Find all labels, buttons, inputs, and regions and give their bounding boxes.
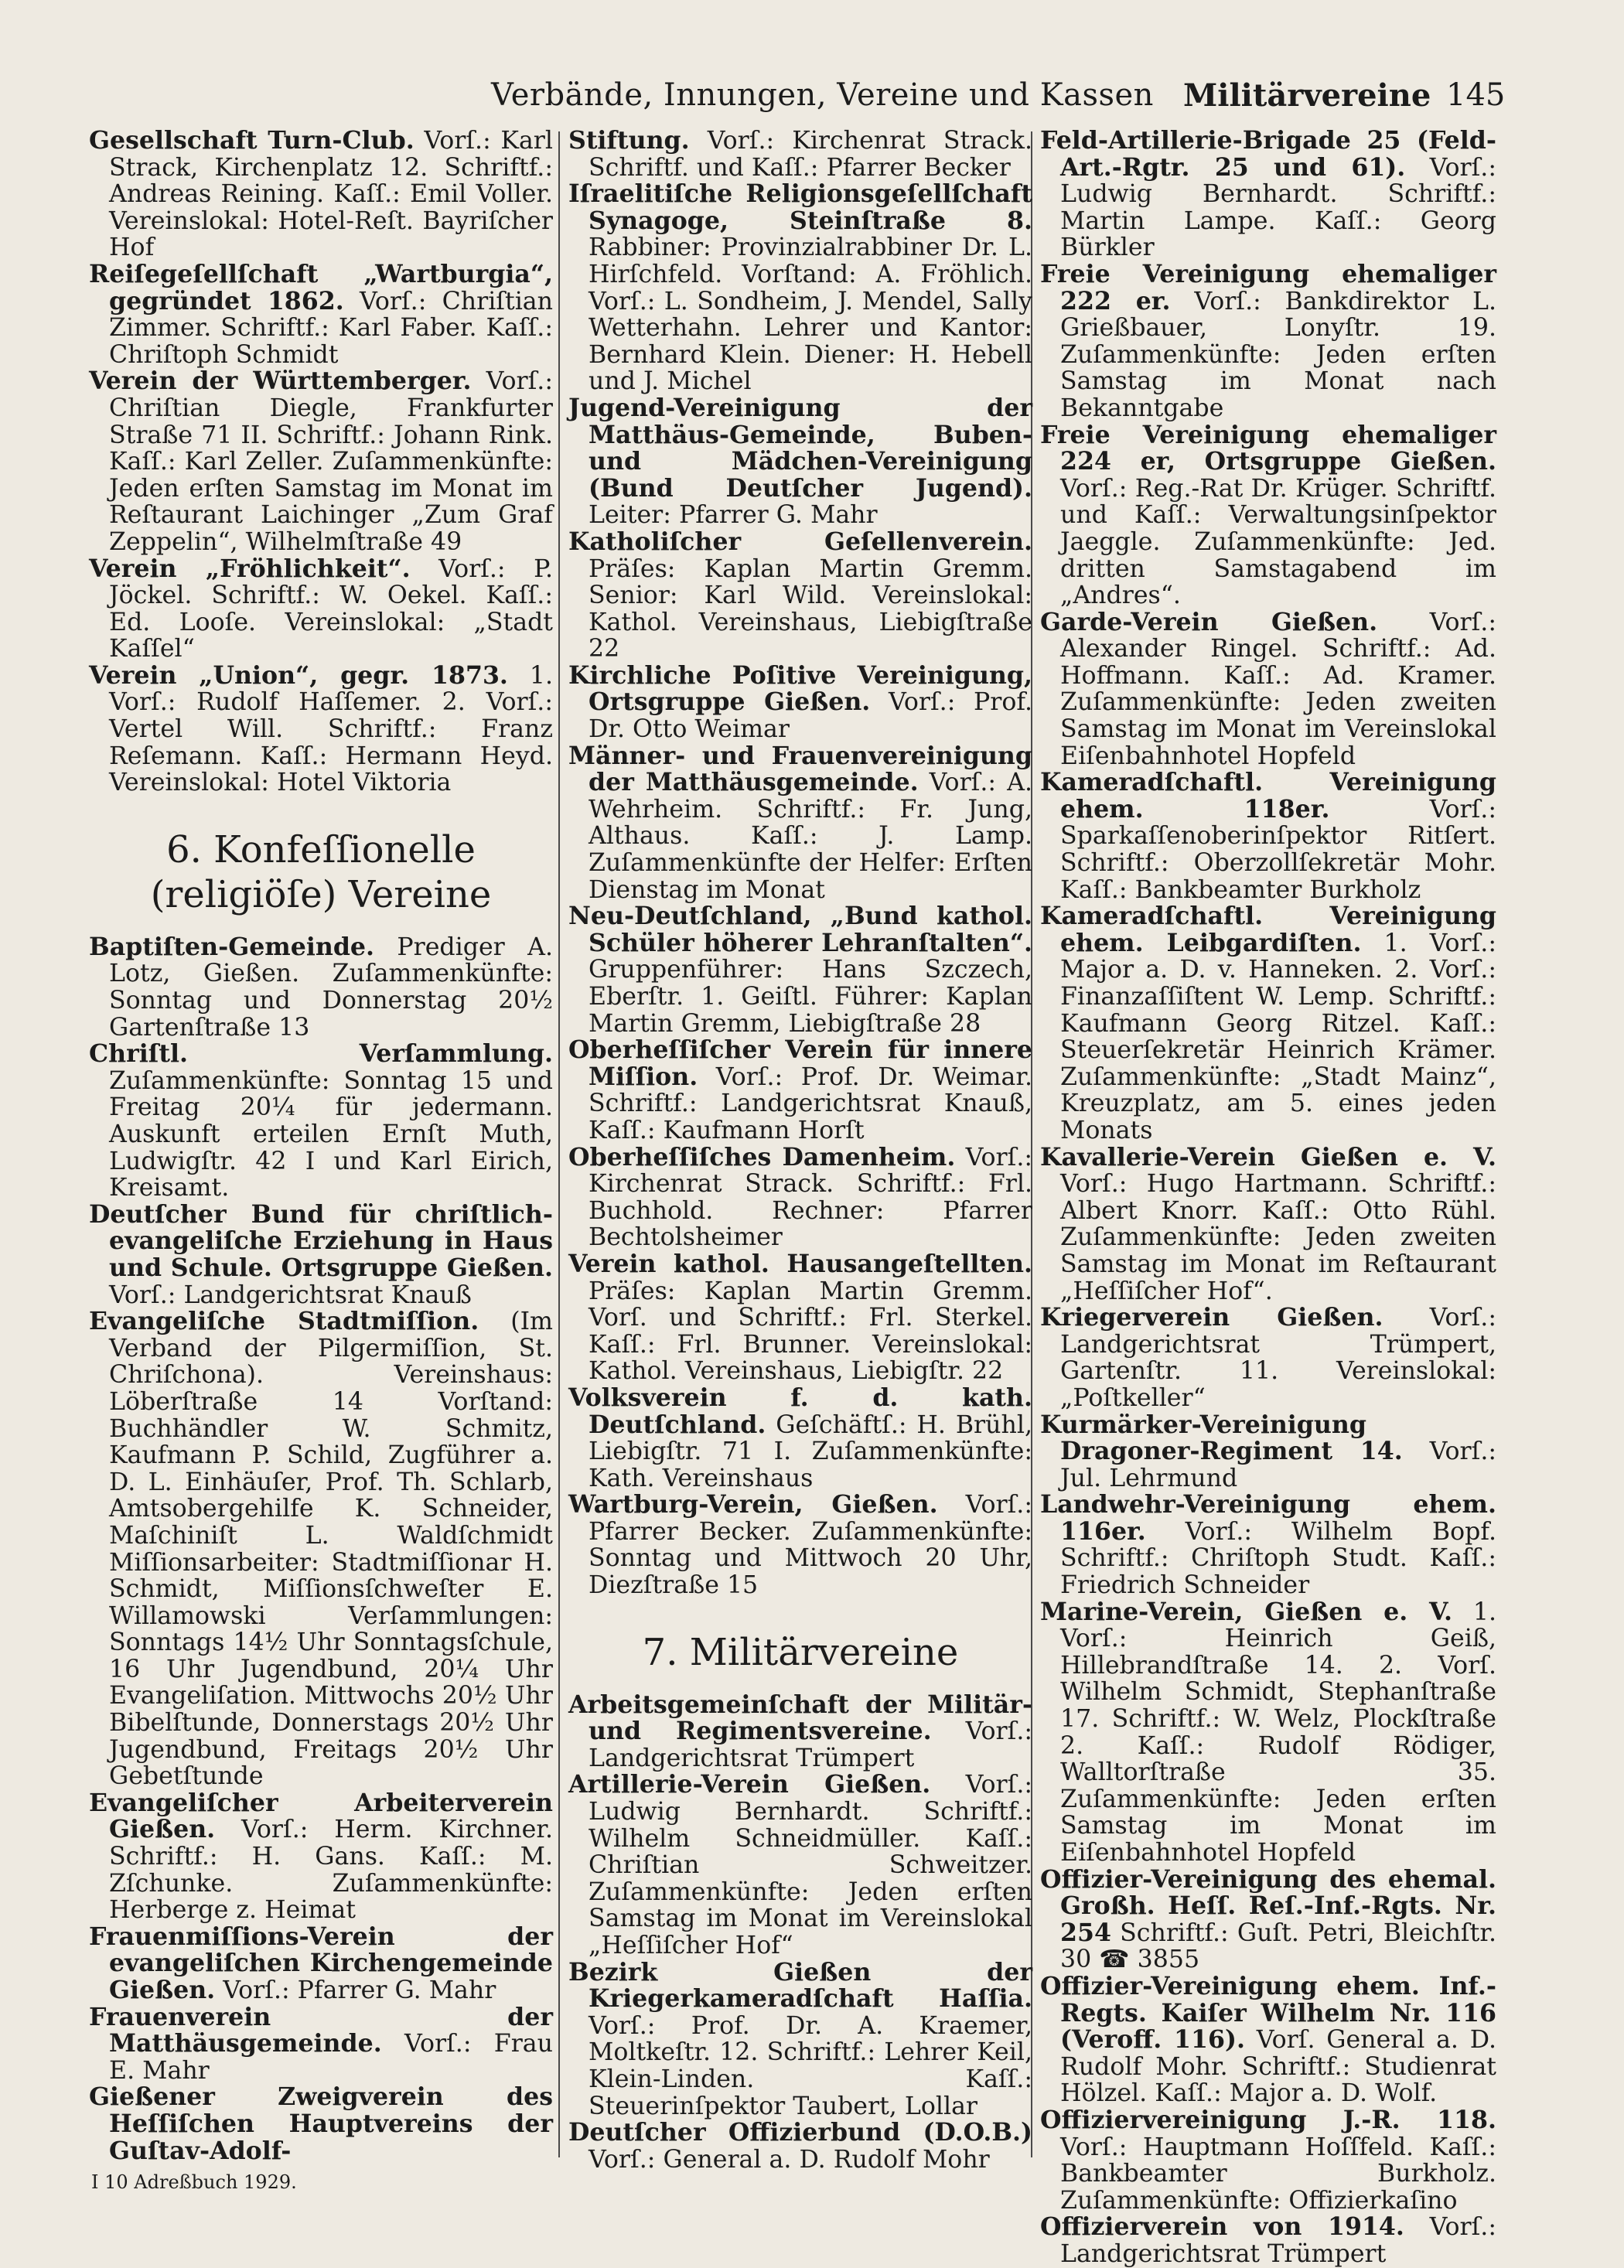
entry-name: Frauenverein der Matthäusgemeinde. bbox=[89, 2002, 553, 2058]
entry-details: Vorſ. General a. D. Rudolf Mohr. Schriftf.: Studienrat Hölzel. Kaſſ.: Major a. D. Wolf. bbox=[1060, 2026, 1496, 2108]
directory-entry bbox=[568, 1492, 1032, 1598]
directory-entry bbox=[1040, 609, 1496, 770]
entry-details: Vorſ.: Ludwig Bernhardt. Schriftf.: Wilhelm Schneidmüller. Kaſſ.: Chriſtian Schweitzer. Zuſammenkünfte: Jeden erſten Samstag im Monat im Vereinslokal „Heſſiſcher Hof“ bbox=[589, 1771, 1033, 1959]
column-right bbox=[1040, 126, 1497, 2268]
entry-details: Leiter: Pfarrer G. Mahr bbox=[589, 501, 878, 530]
entry-details: Schriftf.: Guſt. Petri, Bleichſtr. 30 ☎ 3855 bbox=[1060, 1918, 1496, 1974]
directory-entry bbox=[89, 660, 553, 797]
entry-name: Kirchliche Poſitive Vereinigung, Ortsgruppe Gießen. bbox=[568, 660, 1032, 717]
entry-name: Offizier-Vereinigung ehem. Inf.-Regts. Kaiſer Wilhelm Nr. 116 (Veroff. 116). bbox=[1040, 1971, 1496, 2055]
entry-details: 1. Vorſ.: Major a. D. v. Hanneken. 2. Vorſ.: Finanzaſſiſtent W. Lemp. Schriftf.: Kaufmann Georg Ritzel. Kaſſ.: Steuerſekretär Heinrich Krämer. Zuſammenkünfte: „Stadt Mainz“, Kreuzplatz, am 5. eines jeden Monats bbox=[1060, 929, 1496, 1144]
directory-entry bbox=[89, 934, 553, 1041]
entry-name: Neu-Deutſchland, „Bund kathol. Schüler höherer Lehranſtalten“. bbox=[568, 902, 1032, 957]
entry-name: Evangeliſche Stadtmiſſion. bbox=[89, 1307, 479, 1336]
entry-details: Vorſ.: A. Wehrheim. Schriftf.: Fr. Jung, Althaus. Kaſſ.: J. Lamp. Zuſammenkünfte der Helfer: Erſten Dienstag im Monat bbox=[589, 769, 1032, 904]
entry-details: Vorſ.: Pfarrer G. Mahr bbox=[215, 1976, 496, 2004]
entry-name: Kurmärker-Vereinigung Dragoner-Regiment 14. bbox=[1040, 1410, 1403, 1466]
entry-details: Vorſ.: Pfarrer Becker. Zuſammenkünfte: Sonntag und Mittwoch 20 Uhr, Diezſtraße 15 bbox=[589, 1491, 1032, 1600]
entry-details: Vorſ.: Prof. Dr. Otto Weimar bbox=[589, 688, 1032, 744]
entry-name: Iſraelitiſche Religionsgeſellſchaft Synagoge, Steinſtraße 8. bbox=[568, 179, 1032, 235]
entry-name: Jugend-Vereinigung der Matthäus-Gemeinde, Buben- und Mädchen-Vereinigung (Bund Deutſcher Jugend). bbox=[568, 393, 1032, 503]
entry-name: Verein „Fröhlichkeit“. bbox=[89, 554, 411, 583]
directory-entry bbox=[89, 1041, 553, 1202]
entry-details: Vorſ.: Sparkaſſenoberinſpektor Ritſert. Schriftf.: Oberzollſekretär Mohr. Kaſſ.: Bankbeamter Burkholz bbox=[1060, 795, 1496, 904]
directory-entry bbox=[89, 2084, 553, 2164]
entry-details: Vorſ.: Alexander Ringel. Schriftf.: Ad. Hoffmann. Kaſſ.: Ad. Kramer. Zuſammenkünfte: Jeden zweiten Samstag im Monat im Vereinslokal Eiſenbahnhotel Hopfeld bbox=[1060, 608, 1496, 770]
directory-entry bbox=[1040, 1864, 1496, 1974]
entry-details: 1. Vorſ.: Heinrich Geiß, Hillebrandſtraße 14. 2. Vorſ. Wilhelm Schmidt, Stephanſtraße 17. Schriftf.: W. Welz, Plockſtraße 2. Kaſſ.: Rudolf Rödiger, Walltorſtraße 35. Zuſammenkünfte: Jeden erſten Samstag im Monat im Eiſenbahnhotel Hopfeld bbox=[1060, 1598, 1497, 1867]
directory-entry bbox=[1040, 1599, 1496, 1867]
directory-entry bbox=[89, 2004, 553, 2085]
directory-entry bbox=[1040, 1973, 1496, 2107]
entry-details: Prediger A. Lotz, Gießen. Zuſammenkünfte: Sonntag und Donnerstag 20½ Gartenſtraße 13 bbox=[109, 933, 553, 1042]
directory-entry bbox=[89, 1308, 553, 1790]
entry-name: Bezirk Gießen der Kriegerkameradſchaft Haſſia. bbox=[568, 1957, 1032, 2014]
entry-details: Vorſ.: Chriſtian Diegle, Frankfurter Straße 71 II. Schriftf.: Johann Rink. Kaſſ.: Karl Zeller. Zuſammenkünfte: Jeden erſten Samstag im Monat im Reſtaurant Laichinger „Zum Graf Zeppelin“, Wilhelmſtraße 49 bbox=[109, 367, 553, 556]
page-number: 145 bbox=[1446, 77, 1506, 113]
entry-name: Offiziervereinigung J.-R. 118. bbox=[1040, 2105, 1496, 2134]
entry-name: Landwehr-Vereinigung ehem. 116er. bbox=[1040, 1490, 1496, 1546]
entry-name: Frauenmiſſions-Verein der evangeliſchen Kirchengemeinde Gießen. bbox=[89, 1922, 553, 2004]
entry-details: Vorſ.: Landgerichtsrat Knauß bbox=[109, 1281, 472, 1309]
entry-details: (Im Verband der Pilgermiſſion, St. Chriſchona). Vereinshaus: Löberſtraße 14 Vorſtand: Buchhändler W. Schmitz, Kaufmann P. Schild, Zugführer a. D. L. Einhäuſer, Prof. Th. Schlarb, Amtsobergehilfe K. Schneider, Maſchiniſt L. Waldſchmidt Miſſionsarbeiter: Stadtmiſſionar H. Schmidt, Miſſionsſchweſter E. Willamowski Verſammlungen: Sonntags 14½ Uhr Sonntagsſchule, 16 Uhr Jugendbund, 20¼ Uhr Evangeliſation. Mittwochs 20½ Uhr Bibelſtunde, Donnerstags 20½ Uhr Jugendbund, Freitags 20½ Uhr Gebetſtunde bbox=[109, 1308, 554, 1791]
running-head: Verbände, Innungen, Vereine und Kassen bbox=[491, 77, 1154, 113]
entry-name: Feld-Artillerie-Brigade 25 (Feld-Art.-Rgtr. 25 und 61). bbox=[1040, 126, 1496, 182]
directory-entry bbox=[568, 1959, 1032, 2120]
entry-details: Präſes: Kaplan Martin Gremm. Vorſ. und Schriftf.: Frl. Sterkel. Kaſſ.: Frl. Brunner. Vereinslokal: Kathol. Vereinshaus, Liebigſtr. 22 bbox=[589, 1277, 1032, 1386]
entry-name: Gesellschaft Turn-Club. bbox=[89, 126, 415, 155]
entry-details: Vorſ.: Kirchenrat Strack. Schriftf. und Kaſſ.: Pfarrer Becker bbox=[589, 127, 1032, 182]
directory-entry bbox=[1040, 261, 1496, 422]
entry-name: Arbeitsgemeinſchaft der Militär- und Regimentsvereine. bbox=[568, 1690, 1032, 1746]
directory-entry bbox=[568, 743, 1032, 904]
directory-entry bbox=[1040, 1492, 1496, 1598]
directory-entry bbox=[89, 128, 553, 261]
directory-entry bbox=[1040, 2214, 1496, 2267]
entry-name: Gießener Zweigverein des Heſſiſchen Hauptvereins der Guſtav-Adolf- bbox=[89, 2082, 553, 2165]
entry-name: Deutſcher Bund für chriſtlich-evangeliſche Erziehung in Haus und Schule. Ortsgruppe Gießen. bbox=[89, 1199, 553, 1282]
entry-name: Reiſegeſellſchaft „Wartburgia“, gegründet 1862. bbox=[89, 259, 553, 315]
entry-details: Vorſ.: Hugo Hartmann. Schriftf.: Albert Knorr. Kaſſ.: Otto Rühl. Zuſammenkünfte: Jeden zweiten Samstag im Monat im Reſtaurant „Heſſiſcher Hof“. bbox=[1060, 1170, 1496, 1305]
column-left bbox=[89, 128, 553, 2169]
entry-details: Gruppenführer: Hans Szczech, Eberſtr. 1. Geiſtl. Führer: Kaplan Martin Gremm, Liebigſtraße 28 bbox=[589, 956, 1032, 1038]
entry-name: Deutſcher Offizierbund (D.O.B.) bbox=[568, 2118, 1032, 2147]
directory-entry bbox=[568, 181, 1032, 395]
column-middle bbox=[568, 126, 1033, 2174]
entry-name: Offizierverein von 1914. bbox=[1040, 2212, 1404, 2242]
entry-name: Freie Vereinigung ehemaliger 222 er. bbox=[1040, 259, 1496, 315]
directory-entry bbox=[89, 1924, 553, 2004]
entry-details: Rabbiner: Provinzialrabbiner Dr. L. Hirſchfeld. Vorſtand: A. Fröhlich. Vorſ.: L. Sondheim, J. Mendel, Sally Wetterhahn. Lehrer und Kantor: Bernhard Klein. Diener: H. Hebell und J. Michel bbox=[589, 234, 1032, 396]
entry-details: Vorſ.: Herm. Kirchner. Schriftf.: H. Gans. Kaſſ.: M. Zſchunke. Zuſammenkünfte: Herberge z. Heimat bbox=[109, 1816, 553, 1925]
entry-name: Marine-Verein, Gießen e. V. bbox=[1040, 1597, 1453, 1626]
entry-details: Präſes: Kaplan Martin Gremm. Senior: Karl Wild. Vereinslokal: Kathol. Vereinshaus, Liebigſtraße 22 bbox=[589, 554, 1032, 663]
directory-entry bbox=[1040, 1305, 1496, 1411]
section-heading-6: 6. Konfeſſionelle (religiöſe) Vereine bbox=[150, 827, 492, 916]
entry-name: Oberheſſiſcher Verein für innere Miſſion. bbox=[568, 1035, 1032, 1091]
entry-name: Kavallerie-Verein Gießen e. V. bbox=[1040, 1142, 1496, 1172]
directory-entry bbox=[568, 529, 1032, 663]
directory-entry bbox=[568, 1692, 1032, 1772]
entry-name: Baptiſten-Gemeinde. bbox=[89, 932, 375, 961]
directory-entry bbox=[89, 1199, 553, 1309]
entry-name: Verein kathol. Hausangeſtellten. bbox=[568, 1249, 1032, 1278]
directory-entry bbox=[1040, 903, 1496, 1144]
page-footer: I 10 Adreßbuch 1929. bbox=[91, 2171, 297, 2193]
directory-entry bbox=[568, 1772, 1032, 1959]
entry-name: Wartburg-Verein, Gießen. bbox=[568, 1490, 938, 1519]
entry-name: Artillerie-Verein Gießen. bbox=[568, 1770, 931, 1799]
column-divider bbox=[558, 131, 560, 2157]
entry-name: Stiftung. bbox=[568, 126, 690, 155]
directory-entry bbox=[1040, 422, 1496, 609]
directory-entry bbox=[568, 128, 1032, 181]
entry-name: Evangeliſcher Arbeiterverein Gießen. bbox=[89, 1788, 553, 1844]
entry-details: Vorſ.: Karl Strack, Kirchenplatz 12. Schriftf.: Andreas Reining. Kaſſ.: Emil Voller. Vereinslokal: Hotel-Reſt. Bayriſcher Hof bbox=[109, 127, 554, 262]
entry-details: Vorſ.: Kirchenrat Strack. Schriftf.: Frl. Buchhold. Rechner: Pfarrer Bechtolsheimer bbox=[589, 1143, 1033, 1252]
entry-name: Offizier-Vereinigung des ehemal. Großh. Heſſ. Reſ.-Inf.-Rgts. Nr. 254 bbox=[1040, 1864, 1496, 1947]
entry-details: Vorſ.: Landgerichtsrat Trümpert, Gartenſtr. 11. Vereinslokal: „Poſtkeller“ bbox=[1060, 1304, 1496, 1412]
entry-details: Geſchäftſ.: H. Brühl, Liebigſtr. 71 I. Zuſammenkünfte: Kath. Vereinshaus bbox=[589, 1410, 1032, 1492]
directory-entry bbox=[1040, 1144, 1496, 1305]
entry-details: Vorſ.: Reg.-Rat Dr. Krüger. Schriftf. und Kaſſ.: Verwaltungsinſpektor Jaeggle. Zuſammenkünfte: Jed. dritten Samstagabend im „Andres“. bbox=[1060, 474, 1496, 610]
section-head: Militärvereine bbox=[1183, 77, 1431, 114]
entry-details: 1. Vorſ.: Rudolf Haſſemer. 2. Vorſ.: Vertel Will. Schriftf.: Franz Reſemann. Kaſſ.: Hermann Heyd. Vereinslokal: Hotel Viktoria bbox=[109, 661, 553, 797]
directory-entry bbox=[89, 368, 553, 555]
entry-details: Vorſ.: Prof. Dr. A. Kraemer, Moltkeſtr. 12. Schriftf.: Lehrer Keil, Klein-Linden. Kaſſ.: Steuerinſpektor Taubert, Lollar bbox=[589, 2011, 1032, 2120]
entry-name: Garde-Verein Gießen. bbox=[1040, 607, 1378, 636]
directory-entry bbox=[89, 556, 553, 663]
entry-details: Vorſ.: General a. D. Rudolf Mohr bbox=[589, 2145, 990, 2174]
entry-name: Freie Vereinigung ehemaliger 224 er, Ortsgruppe Gießen. bbox=[1040, 420, 1496, 476]
directory-entry bbox=[568, 660, 1032, 744]
entry-name: Kameradſchaftl. Vereinigung ehem. Leibgardiſten. bbox=[1040, 902, 1496, 957]
entry-details: Vorſ.: Wilhelm Bopf. Schriftf.: Chriſtoph Studt. Kaſſ.: Friedrich Schneider bbox=[1060, 1517, 1496, 1600]
directory-entry bbox=[89, 261, 553, 368]
entry-details: Vorſ.: Landgerichtsrat Trümpert bbox=[589, 1717, 1033, 1772]
entry-details: Vorſ.: Hauptmann Hoſſfeld. Kaſſ.: Bankbeamter Burkholz. Zuſammenkünfte: Offizierkaſino bbox=[1060, 2133, 1496, 2215]
entry-details: Vorſ.: Frau E. Mahr bbox=[109, 2030, 553, 2085]
directory-entry bbox=[568, 903, 1032, 1037]
entry-details: Vorſ.: P. Jöckel. Schriftf.: W. Oekel. Kaſſ.: Ed. Looſe. Vereinslokal: „Stadt Kaſſel“ bbox=[109, 554, 553, 663]
entry-name: Katholiſcher Geſellenverein. bbox=[568, 527, 1032, 556]
directory-entry bbox=[568, 2120, 1032, 2173]
entry-name: Verein der Württemberger. bbox=[89, 367, 472, 396]
entry-details: Vorſ.: Chriſtian Zimmer. Schriftf.: Karl Faber. Kaſſ.: Chriſtoph Schmidt bbox=[109, 287, 553, 369]
entry-name: Chriſtl. Verſammlung. bbox=[89, 1039, 553, 1069]
directory-entry bbox=[1040, 2107, 1496, 2214]
entry-name: Männer- und Frauenvereinigung der Matthäusgemeinde. bbox=[568, 741, 1032, 797]
directory-entry bbox=[568, 1037, 1032, 1144]
directory-entry bbox=[568, 1251, 1032, 1385]
directory-entry bbox=[568, 1385, 1032, 1492]
entry-details: Vorſ.: Ludwig Bernhardt. Schriftf.: Martin Lampe. Kaſſ.: Georg Bürkler bbox=[1060, 153, 1496, 262]
section-heading-7: 7. Militärvereine bbox=[642, 1630, 959, 1674]
directory-entry bbox=[568, 395, 1032, 529]
directory-entry bbox=[89, 1790, 553, 1924]
entry-name: Oberheſſiſches Damenheim. bbox=[568, 1142, 956, 1172]
directory-entry bbox=[568, 1144, 1032, 1251]
entry-name: Kriegerverein Gießen. bbox=[1040, 1303, 1383, 1332]
entry-name: Kameradſchaftl. Vereinigung ehem. 118er. bbox=[1040, 768, 1496, 824]
page-header bbox=[101, 77, 1506, 124]
entry-details: Vorſ.: Jul. Lehrmund bbox=[1060, 1438, 1497, 1492]
directory-entry bbox=[1040, 1412, 1496, 1492]
entry-details: Vorſ.: Prof. Dr. Weimar. Schriftf.: Landgerichtsrat Knauß, Kaſſ.: Kaufmann Horſt bbox=[589, 1062, 1032, 1144]
entry-details: Vorſ.: Landgerichtsrat Trümpert bbox=[1060, 2213, 1496, 2268]
directory-entry bbox=[1040, 769, 1496, 903]
entry-name: Volksverein f. d. kath. Deutſchland. bbox=[568, 1383, 1032, 1439]
entry-details: Zuſammenkünfte: Sonntag 15 und Freitag 20¼ für jedermann. Auskunft erteilen Ernſt Muth, Ludwigſtr. 42 I und Karl Eirich, Kreisamt. bbox=[109, 1066, 553, 1202]
entry-name: Verein „Union“, gegr. 1873. bbox=[89, 660, 508, 690]
directory-entry bbox=[1040, 128, 1496, 261]
entry-details: Vorſ.: Bankdirektor L. Grießbauer, Lonyſtr. 19. Zuſammenkünfte: Jeden erſten Samstag im Monat nach Bekanntgabe bbox=[1060, 287, 1496, 422]
